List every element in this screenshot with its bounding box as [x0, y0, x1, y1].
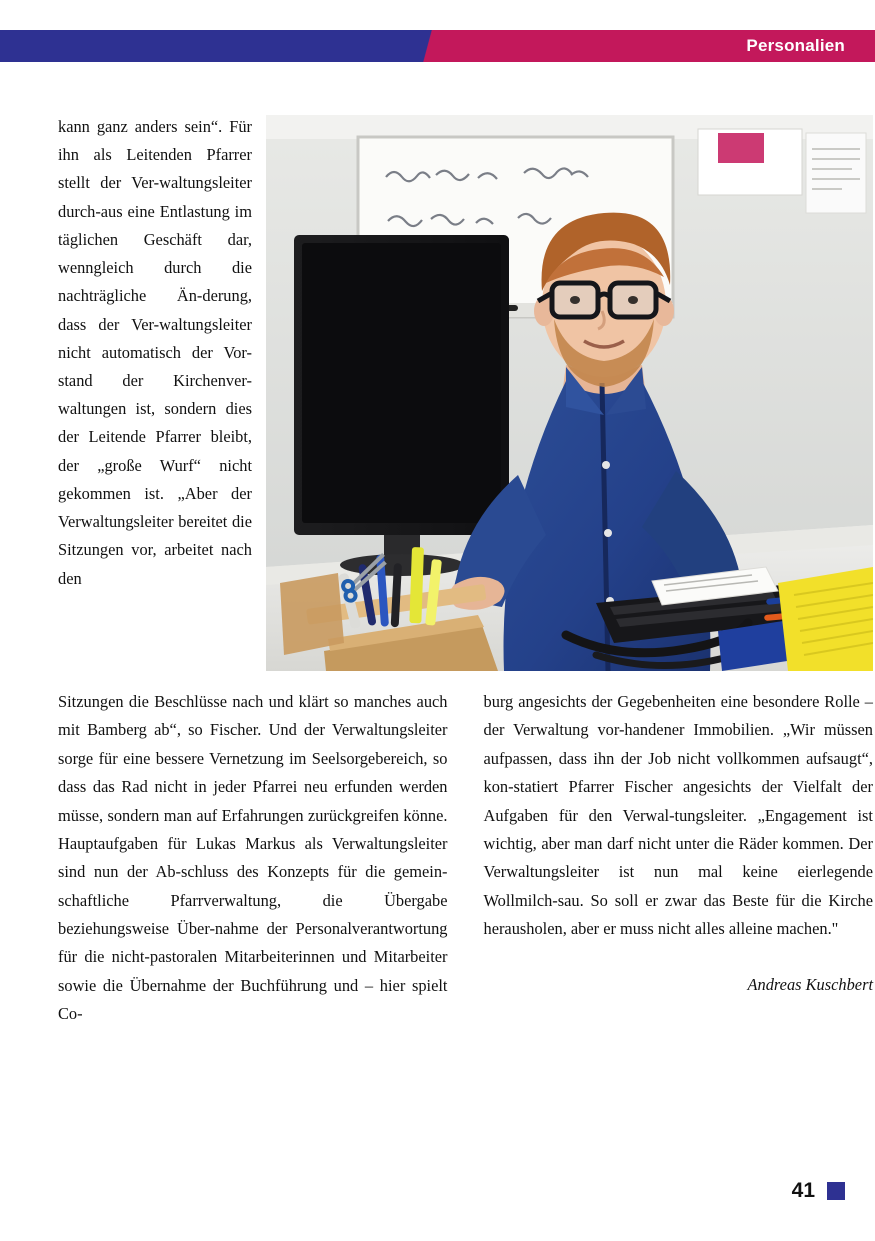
- body-columns: [58, 688, 873, 1029]
- header-band: [0, 30, 875, 62]
- header-band-wedge: [400, 30, 470, 62]
- page-footer: [792, 1179, 845, 1203]
- page-number: 41: [791, 1179, 815, 1202]
- article-photo: [266, 115, 873, 671]
- article-column-right: [484, 688, 874, 1029]
- article-column-left: [58, 688, 448, 1029]
- article-column-left-text: Sitzungen die Beschlüsse nach und klärt so manches auch mit Bamberg ab“, so Fischer. Und der Verwaltungsleiter sorge für eine bessere Vernetzung im Seelsorgebereich, so dass das Rad nicht in jeder Pfarrei neu erfunden werden müsse, sondern man auf Erfahrungen zurückgreifen könne. Hauptaufgaben für Lukas Markus als Verwaltungsleiter sind nun der Ab-schluss des Konzepts für die gemein-schaftliche Pfarrverwaltung, die Übergabe beziehungsweise Über-nahme der Personalverantwortung für die nicht-pastoralen Mitarbeiterinnen und Mitarbeiter sowie die Übernahme der Buchführung und – hier spielt Co-: [58, 692, 448, 1024]
- footer-square-decoration: [827, 1182, 845, 1200]
- section-title: Personalien: [746, 36, 845, 55]
- article-column-narrow: kann ganz anders sein“. Für ihn als Leitenden Pfarrer stellt der Ver-waltungsleiter durch-aus eine Entlastung im täglichen Geschäft dar, wenngleich durch die nachträgliche Än-derung, dass der Ver-waltungsleiter nicht automatisch der Vor-stand der Kirchenver-waltungen ist, sondern dies der Leitende Pfarrer bleibt, der „große Wurf“ nicht gekommen ist. „Aber der Verwaltungsleiter bereitet die Sitzungen vor, arbeitet nach den: [58, 117, 252, 588]
- header-band-left: [0, 30, 400, 62]
- header-band-right: [470, 30, 875, 62]
- article-byline: Andreas Kuschbert: [747, 975, 873, 995]
- top-section: [58, 113, 873, 673]
- article-column-right-text: burg angesichts der Gegebenheiten eine besondere Rolle – der Verwaltung vor-handener Immobilien. „Wir müssen aufpassen, dass ihn der Job nicht vollkommen aufsaugt“, kon-statiert Pfarrer Fischer angesichts der Vielfalt der Aufgaben für den Verwal-tungsleiter. „Engagement ist wichtig, aber man darf nicht unter die Räder kommen. Der Verwaltungsleiter ist nun mal keine eierlegende Wollmilch-sau. So soll er zwar das Beste für die Kirche herausholen, aber er muss nicht alles alleine machen.": [483, 692, 873, 938]
